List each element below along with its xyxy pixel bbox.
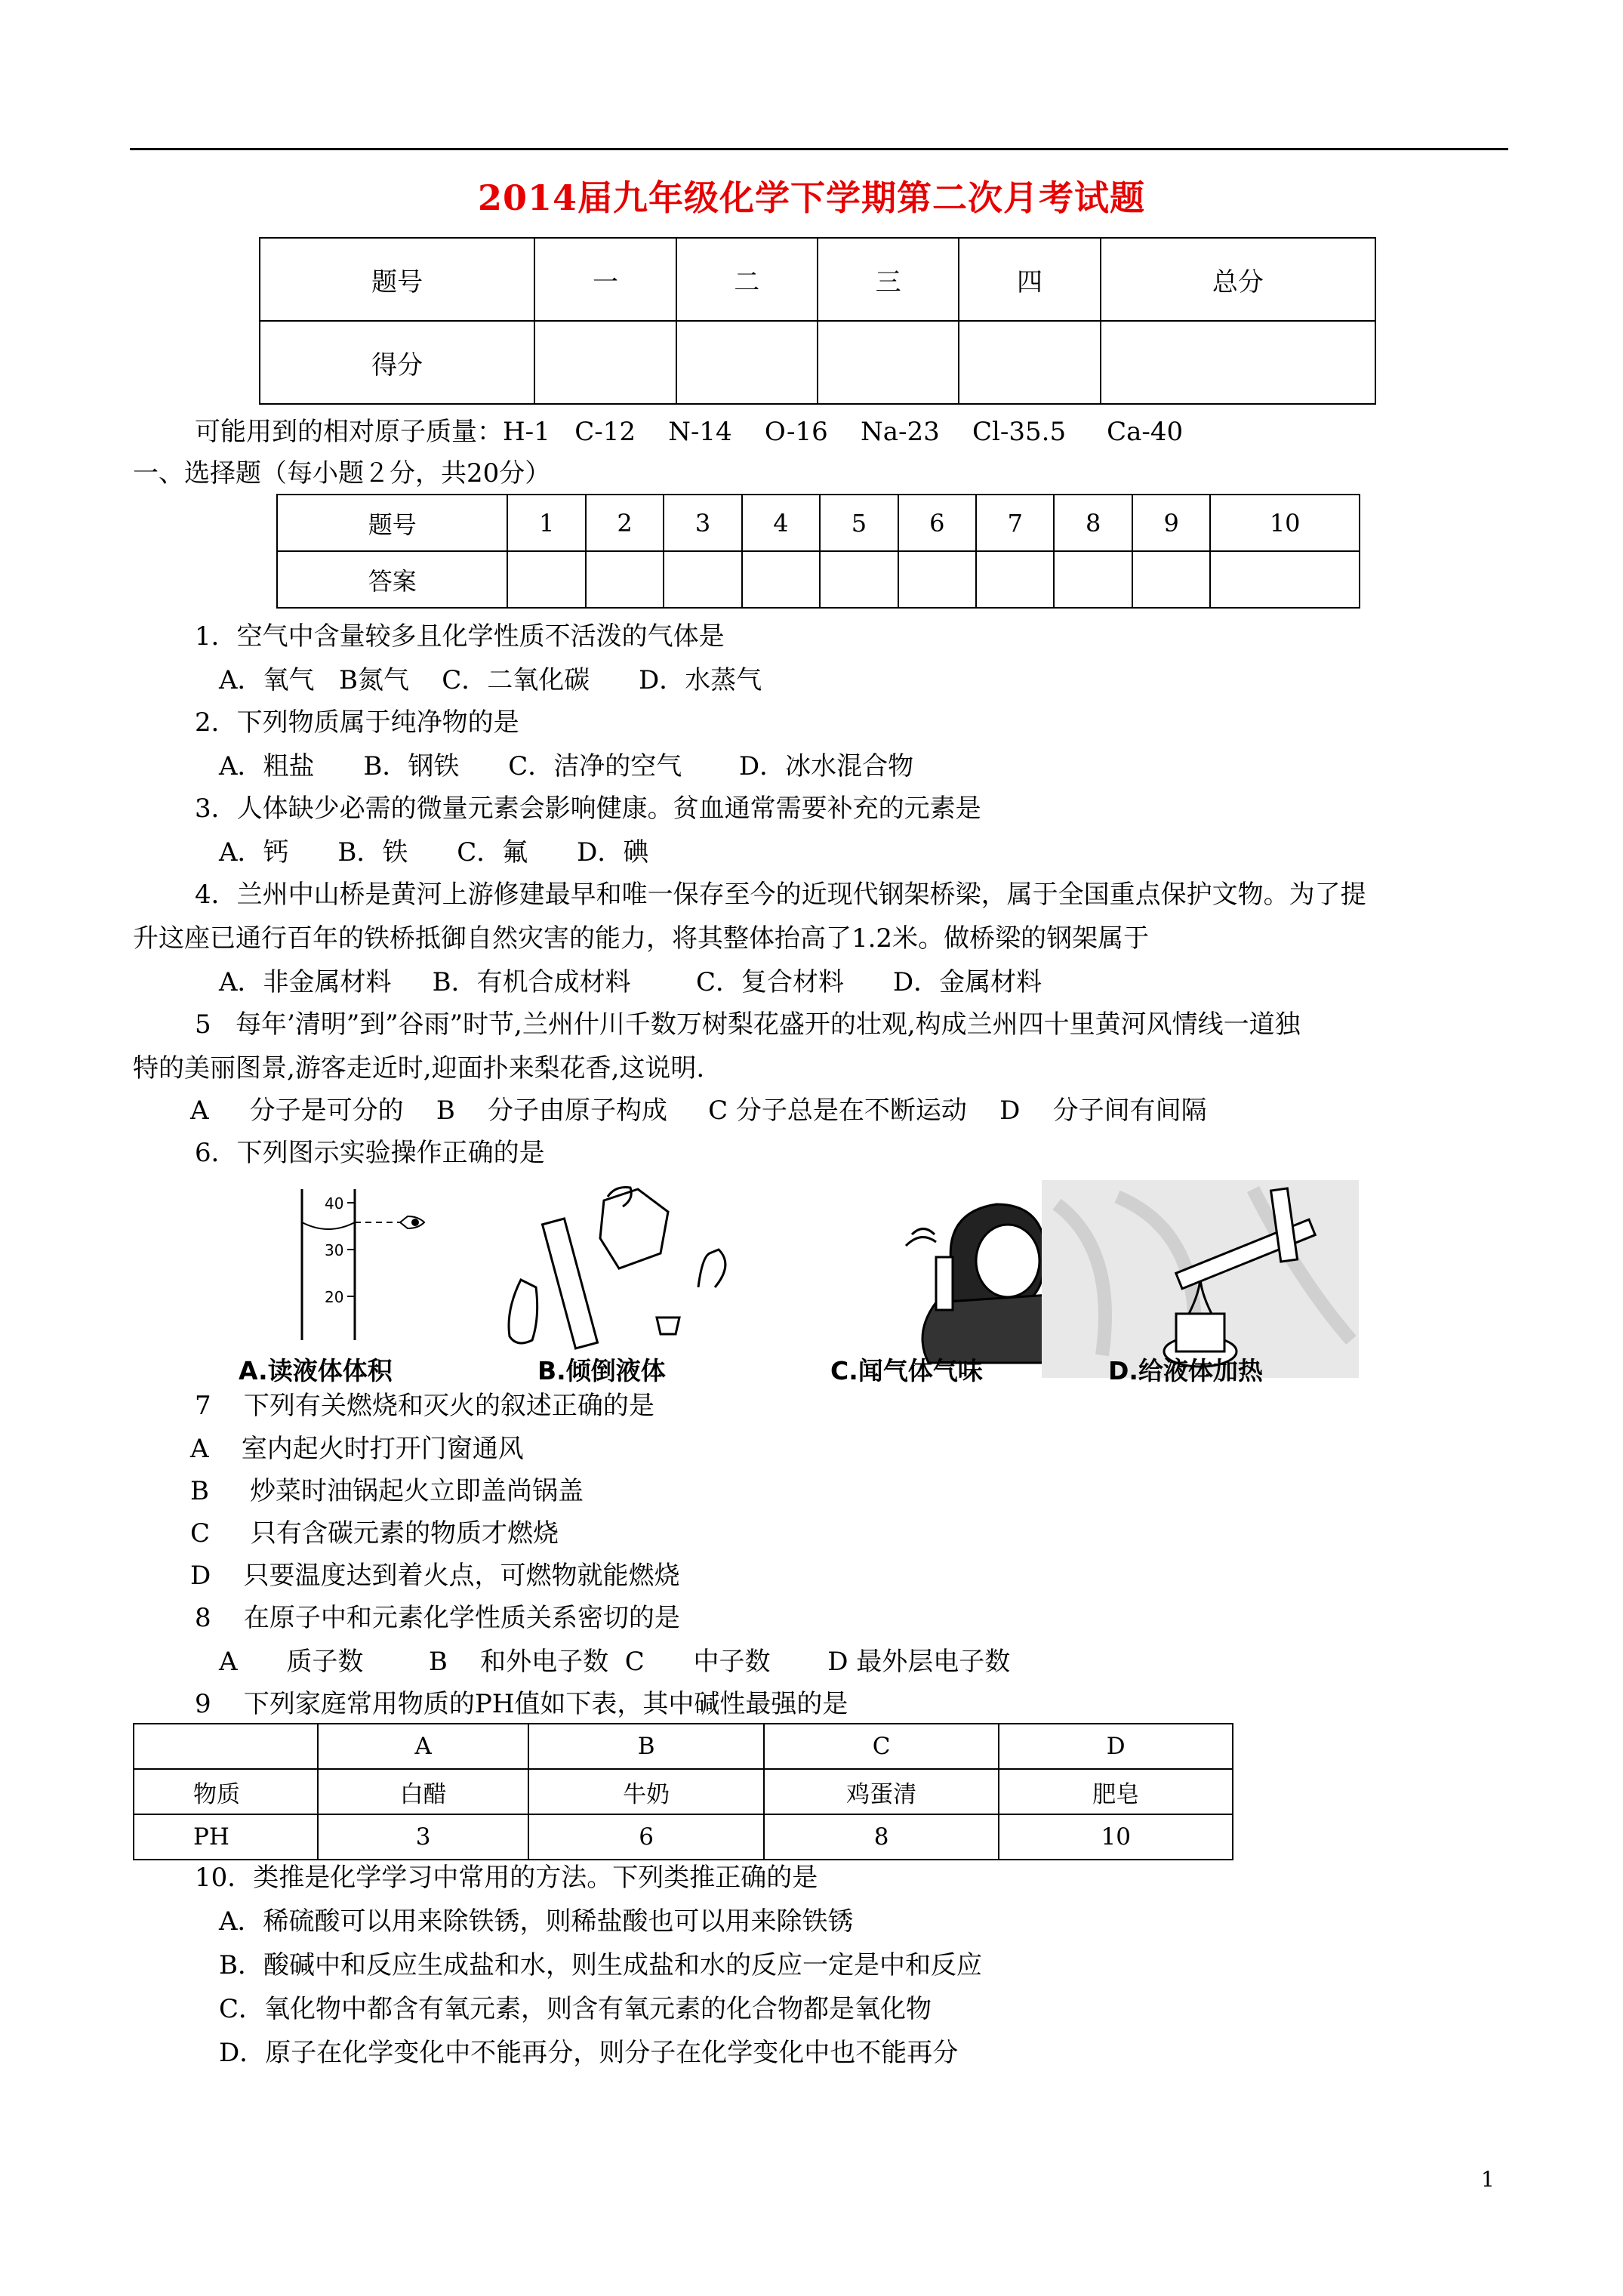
q6-caption-d: D.给液体加热 — [1108, 1356, 1263, 1385]
ph-cell: 8 — [764, 1814, 999, 1860]
answer-cell — [586, 551, 664, 608]
q4-options: A．非金属材料 B．有机合成材料 C．复合材料 D．金属材料 — [219, 967, 1042, 997]
pouring-liquid-illustration — [509, 1188, 725, 1348]
answer-cell — [507, 551, 585, 608]
q1-options: A．氧气 B氮气 C．二氧化碳 D．水蒸气 — [219, 665, 762, 695]
q10-option-a: A．稀硫酸可以用来除铁锈，则稀盐酸也可以用来除铁锈 — [219, 1906, 854, 1937]
ph-table-row — [134, 1769, 1233, 1814]
ph-cell: 鸡蛋清 — [764, 1769, 999, 1814]
answer-table-answer-row — [277, 551, 1360, 608]
ph-header-cell: A — [318, 1724, 529, 1769]
answer-table-header-row — [277, 495, 1360, 551]
q5-options: A 分子是可分的 B 分子由原子构成 C 分子总是在不断运动 D 分子间有间隔 — [190, 1096, 1207, 1126]
q10-option-c: C．氧化物中都含有氧元素，则含有氧元素的化合物都是氧化物 — [219, 1994, 932, 2024]
answer-header-cell: 10 — [1210, 495, 1360, 551]
answer-row-label: 答案 — [277, 551, 507, 608]
answer-cell — [1132, 551, 1210, 608]
answer-header-cell: 4 — [742, 495, 820, 551]
q10-option-b: B．酸碱中和反应生成盐和水，则生成盐和水的反应一定是中和反应 — [219, 1950, 982, 1980]
q10-stem: 10．类推是化学学习中常用的方法。下列类推正确的是 — [195, 1863, 818, 1893]
scale-tick-label: 20 — [325, 1288, 344, 1306]
ph-row-label: PH — [134, 1814, 318, 1860]
q6-stem: 6．下列图示实验操作正确的是 — [195, 1138, 545, 1168]
q3-stem: 3．人体缺少必需的微量元素会影响健康。贫血通常需要补充的元素是 — [195, 794, 981, 824]
q7-option-d: D 只要温度达到着火点，可燃物就能燃烧 — [190, 1561, 680, 1591]
answer-cell — [898, 551, 976, 608]
score-cell — [959, 321, 1100, 404]
score-header-cell: 二 — [676, 238, 818, 321]
answer-header-cell: 9 — [1132, 495, 1210, 551]
score-header-cell: 四 — [959, 238, 1100, 321]
answer-cell — [1210, 551, 1360, 608]
score-table-score-row — [260, 321, 1375, 404]
ph-header-cell: D — [999, 1724, 1233, 1769]
answer-header-cell: 5 — [820, 495, 898, 551]
score-cell — [1101, 321, 1375, 404]
score-header-cell: 三 — [818, 238, 959, 321]
answer-header-cell: 1 — [507, 495, 585, 551]
score-cell — [534, 321, 676, 404]
answer-cell — [664, 551, 741, 608]
ph-cell: 白醋 — [318, 1769, 529, 1814]
score-header-cell: 一 — [534, 238, 676, 321]
answer-header-cell: 3 — [664, 495, 741, 551]
scale-tick-label: 40 — [325, 1194, 344, 1213]
heating-liquid-illustration — [1042, 1180, 1359, 1378]
score-table — [259, 237, 1376, 405]
ph-row-label: 物质 — [134, 1769, 318, 1814]
q7-option-a: A 室内起火时打开门窗通风 — [190, 1434, 524, 1464]
score-cell — [676, 321, 818, 404]
ph-header-cell — [134, 1724, 318, 1769]
page-number: 1 — [1481, 2167, 1495, 2192]
q3-options: A．钙 B．铁 C．氟 D．碘 — [219, 837, 649, 868]
q5-stem-line1: 5 每年’清明”到”谷雨”时节,兰州什川千数万树梨花盛开的壮观,构成兰州四十里黄河风情线一道独 — [195, 1009, 1301, 1040]
score-cell — [818, 321, 959, 404]
score-header-cell: 总分 — [1101, 238, 1375, 321]
answer-header-cell: 8 — [1054, 495, 1132, 551]
ph-header-cell: C — [764, 1724, 999, 1769]
ph-table-header-row — [134, 1724, 1233, 1769]
section1-heading: 一、选择题（每小题２分，共20分） — [133, 458, 551, 488]
q10-option-d: D．原子在化学变化中不能再分，则分子在化学变化中也不能再分 — [219, 2038, 959, 2068]
answer-table — [276, 494, 1360, 609]
answer-cell — [742, 551, 820, 608]
q7-stem: 7 下列有关燃烧和灭火的叙述正确的是 — [195, 1391, 654, 1421]
q4-stem-line2: 升这座已通行百年的铁桥抵御自然灾害的能力，将其整体抬高了1.2米。做桥梁的钢架属于 — [133, 923, 1150, 954]
answer-header-cell: 2 — [586, 495, 664, 551]
answer-cell — [976, 551, 1054, 608]
ph-cell: 牛奶 — [528, 1769, 764, 1814]
score-header-cell: 题号 — [260, 238, 534, 321]
score-table-header-row — [260, 238, 1375, 321]
atomic-masses: 可能用到的相对原子质量：H-1 C-12 N-14 O-16 Na-23 Cl-35.5 Ca-40 — [195, 417, 1184, 447]
q7-option-c: C 只有含碳元素的物质才燃烧 — [190, 1518, 559, 1549]
scale-tick-label: 30 — [325, 1241, 344, 1259]
q5-stem-line2: 特的美丽图景,游客走近时,迎面扑来梨花香,这说明. — [133, 1053, 705, 1083]
answer-header-cell: 6 — [898, 495, 976, 551]
top-rule — [130, 148, 1508, 150]
graduated-cylinder-illustration — [302, 1189, 424, 1340]
q6-caption-c: C.闻气体气味 — [830, 1356, 983, 1385]
q7-option-b: B 炒菜时油锅起火立即盖尚锅盖 — [190, 1476, 584, 1506]
ph-cell: 10 — [999, 1814, 1233, 1860]
q1-stem: 1．空气中含量较多且化学性质不活泼的气体是 — [195, 621, 725, 652]
answer-header-cell: 7 — [976, 495, 1054, 551]
ph-table — [133, 1723, 1233, 1860]
q2-options: A．粗盐 B．钢铁 C．洁净的空气 D．冰水混合物 — [219, 751, 914, 781]
ph-header-cell: B — [528, 1724, 764, 1769]
answer-cell — [820, 551, 898, 608]
exam-title: 2014届九年级化学下学期第二次月考试题 — [477, 177, 1146, 218]
q2-stem: 2．下列物质属于纯净物的是 — [195, 707, 519, 738]
q6-caption-a: A.读液体体积 — [239, 1356, 393, 1385]
ph-cell: 6 — [528, 1814, 764, 1860]
ph-cell: 3 — [318, 1814, 529, 1860]
q9-stem: 9 下列家庭常用物质的PH值如下表，其中碱性最强的是 — [195, 1689, 848, 1719]
ph-table-row — [134, 1814, 1233, 1860]
q6-caption-b: B.倾倒液体 — [537, 1356, 666, 1385]
score-row-label: 得分 — [260, 321, 534, 404]
q8-stem: 8 在原子中和元素化学性质关系密切的是 — [195, 1603, 680, 1633]
q8-options: A 质子数 B 和外电子数 C 中子数 D 最外层电子数 — [219, 1647, 1011, 1677]
q4-stem-line1: 4．兰州中山桥是黄河上游修建最早和唯一保存至今的近现代钢架桥梁，属于全国重点保护文物。为了提 — [195, 880, 1366, 910]
answer-header-cell: 题号 — [277, 495, 507, 551]
ph-cell: 肥皂 — [999, 1769, 1233, 1814]
answer-cell — [1054, 551, 1132, 608]
